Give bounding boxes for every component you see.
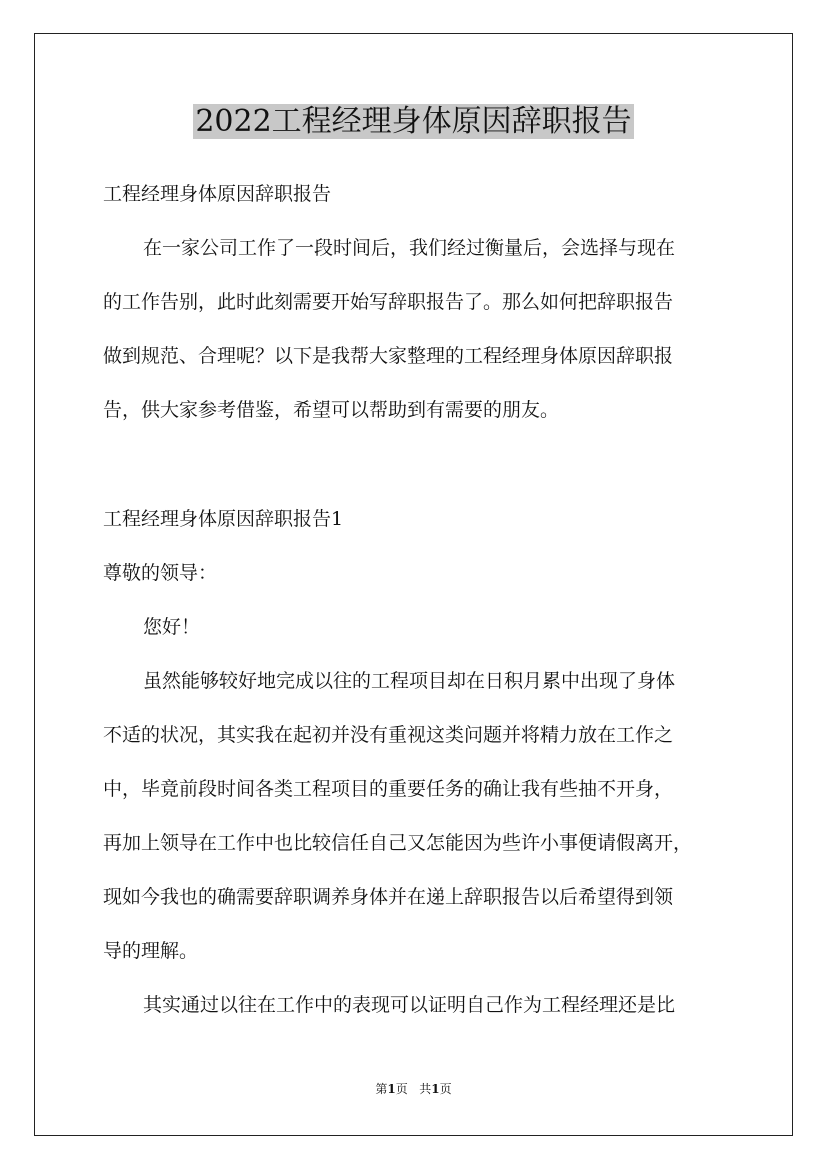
intro-line-2: 的工作告别，此时此刻需要开始写辞职报告了。那么如何把辞职报告 bbox=[103, 291, 674, 313]
intro-line-1: 在一家公司工作了一段时间后，我们经过衡量后，会选择与现在 bbox=[143, 237, 676, 259]
body-line-6: 导的理解。 bbox=[103, 940, 199, 962]
document-title-text: 2022工程经理身体原因辞职报告 bbox=[195, 104, 632, 139]
body-line-4: 再加上领导在工作中也比较信任自己又怎能因为些许小事便请假离开， bbox=[103, 832, 693, 854]
body-line-3: 中，毕竟前段时间各类工程项目的重要任务的确让我有些抽不开身， bbox=[103, 778, 674, 800]
greeting: 您好！ bbox=[143, 616, 201, 638]
body-line-1: 虽然能够较好地完成以往的工程项目却在日积月累中出现了身体 bbox=[143, 670, 676, 692]
document-subtitle: 工程经理身体原因辞职报告 bbox=[103, 183, 332, 205]
footer-page-prefix: 第 bbox=[375, 1082, 388, 1096]
section-heading: 工程经理身体原因辞职报告1 bbox=[103, 508, 344, 530]
document-title bbox=[0, 100, 827, 144]
footer-page-total: 1 bbox=[431, 1082, 440, 1096]
page-footer bbox=[0, 1081, 827, 1097]
body-line-5: 现如今我也的确需要辞职调养身体并在递上辞职报告以后希望得到领 bbox=[103, 886, 674, 908]
intro-line-3: 做到规范、合理呢？以下是我帮大家整理的工程经理身体原因辞职报 bbox=[103, 345, 674, 367]
salutation: 尊敬的领导： bbox=[103, 562, 218, 584]
body-line-7: 其实通过以往在工作中的表现可以证明自己作为工程经理还是比 bbox=[143, 994, 676, 1016]
footer-page-current: 1 bbox=[387, 1082, 396, 1096]
footer-page-suffix: 页 bbox=[395, 1082, 408, 1096]
footer-total-prefix: 共 bbox=[419, 1082, 432, 1096]
intro-line-4: 告，供大家参考借鉴，希望可以帮助到有需要的朋友。 bbox=[103, 399, 560, 421]
footer-total-suffix: 页 bbox=[439, 1082, 452, 1096]
body-line-2: 不适的状况，其实我在起初并没有重视这类问题并将精力放在工作之 bbox=[103, 724, 674, 746]
